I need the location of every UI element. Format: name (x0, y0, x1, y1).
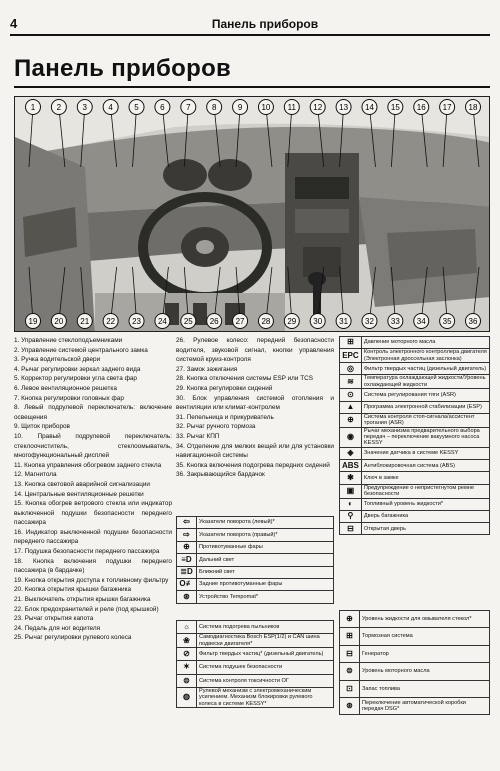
callout-bottom-label: 33 (390, 317, 400, 326)
indicator-icon: ⊛ (340, 697, 360, 714)
callout-top-label: 7 (186, 103, 191, 112)
indicator-label: Система контроля токсичности ОГ (197, 674, 334, 687)
callout-top-label: 6 (160, 103, 165, 112)
indicator-row (177, 661, 334, 674)
indicator-icon: ⊜ (340, 663, 360, 680)
indicator-label: Программа электронной стабилизации (ESP) (361, 401, 489, 413)
legend-item: 2. Управление системой центрального замка (14, 346, 148, 354)
indicator-icon: ⊜ (177, 674, 197, 687)
title-rule (14, 86, 490, 88)
indicator-label: Открытая дверь (361, 523, 489, 535)
callout-top-label: 17 (442, 103, 452, 112)
indicator-table-right (339, 336, 490, 535)
indicator-label: Устройство Tempomat* (197, 591, 334, 603)
page-title: Панель приборов (14, 55, 232, 82)
indicator-row (340, 363, 490, 375)
indicator-row (340, 472, 490, 484)
indicator-row (177, 566, 334, 578)
indicator-row (177, 688, 334, 708)
legend-item: 21. Выключатель открытия крышки багажника (14, 596, 151, 604)
legend-item: 8. Левый подрулевой переключатель: включение освещения (14, 404, 172, 421)
legend-item: 28. Кнопка отключения системы ESP или TCS (176, 375, 314, 383)
legend-item: 12. Магнитола (14, 471, 57, 479)
callout-bottom-label: 29 (287, 317, 297, 326)
callout-bottom-label: 31 (339, 317, 349, 326)
indicator-label: Указатели поворота (правый)* (197, 529, 334, 541)
callout-bottom-label: 34 (416, 317, 426, 326)
indicator-icon: ⊡ (340, 680, 360, 697)
indicator-row (340, 663, 490, 680)
legend-item: 16. Индикатор выключенной подушки безопасности переднего пассажира (14, 528, 172, 546)
legend-item: 14. Центральные вентиляционные решетки (14, 490, 144, 498)
indicator-icon: ☼ (177, 621, 197, 634)
indicator-row (340, 375, 490, 389)
callout-bottom-label: 22 (106, 317, 116, 326)
callout-top-label: 15 (390, 103, 400, 112)
legend-item: 13. Кнопка световой аварийной сигнализации (14, 480, 151, 488)
indicator-icon: ▣ (340, 484, 362, 498)
legend-item: 3. Ручка водительской двери (14, 356, 101, 364)
indicator-label: Фильтр твердых частиц* (дизельный двигатель) (197, 648, 334, 661)
callout-bottom-label: 27 (235, 317, 245, 326)
callout-bottom-label: 20 (54, 317, 64, 326)
callout-top-label: 2 (56, 103, 62, 112)
callout-top-label: 1 (30, 103, 36, 112)
page-number: 4 (10, 16, 18, 31)
indicator-row (340, 401, 490, 413)
legend-item: 32. Рычаг ручного тормоза (176, 423, 256, 431)
legend-item: 34. Отделение для мелких вещей или для установки навигационной системы (176, 442, 334, 460)
callout-bottom-label: 32 (365, 317, 374, 326)
indicator-row (340, 510, 490, 522)
legend-item: 26. Рулевое колесо: передний безопасности водителя, звуковой сигнал, кнопки управления системой круиз-контроля (176, 337, 334, 364)
indicator-label: Дверь багажника (361, 510, 489, 522)
indicator-row (340, 645, 490, 662)
callout-top-label: 12 (313, 103, 323, 112)
legend-item: 27. Замок зажигания (176, 365, 238, 373)
indicator-table-right-lower (339, 610, 490, 715)
indicator-label: Давление моторного масла (361, 337, 489, 349)
indicator-row (340, 680, 490, 697)
legend-item: 19. Кнопка открытия доступа к топливному фильтру (14, 576, 169, 584)
callout-bottom-label: 30 (313, 317, 323, 326)
callout-top-label: 3 (82, 103, 87, 112)
indicator-label: Уровень жидкости для омывателя стекол* (360, 611, 490, 628)
indicator-label: Тормозная система (360, 628, 490, 645)
indicator-row (340, 697, 490, 714)
indicator-row (340, 447, 490, 459)
callout-bottom-label: 26 (209, 317, 219, 326)
indicator-row (177, 529, 334, 541)
indicator-label: Рычаг механизма предварительного выбора передач – переключение вакуумного насоса KESSY (361, 427, 489, 447)
callout-top-label: 8 (211, 103, 217, 112)
indicator-label: Рулевой механизм с электромеханическим усилением. Механизм блокировки рулевого колеса в системе KESSY* (197, 688, 334, 708)
page-header (10, 14, 490, 36)
indicator-row (177, 578, 334, 590)
indicator-icon: ⊟ (340, 523, 362, 535)
indicator-row (177, 541, 334, 553)
indicator-icon: O≢ (177, 578, 197, 590)
indicator-label: Противотуманные фары (197, 541, 334, 553)
callout-top-label: 4 (108, 103, 113, 112)
indicator-icon: ≡D (177, 554, 197, 566)
legend-item: 25. Рычаг регулировки рулевого колеса (14, 634, 132, 642)
indicator-row (177, 648, 334, 661)
callout-top-label: 9 (237, 103, 243, 112)
indicator-row (177, 554, 334, 566)
indicator-label: Фильтр твердых частиц (дизельный двигатель) (361, 363, 489, 375)
indicator-label: Генератор (360, 645, 490, 662)
legend-item: 5. Корректор регулировки угла света фар (14, 375, 137, 383)
indicator-icon: ◎ (340, 363, 362, 375)
callout-top-label: 10 (261, 103, 271, 112)
indicator-row (177, 591, 334, 603)
legend-item: 30. Блок управления системой отопления и вентиляции или климат-контролем (176, 394, 334, 412)
indicator-icon: ⇨ (177, 529, 197, 541)
callout-bottom-label: 21 (80, 317, 90, 326)
indicator-icon: ABS (340, 460, 362, 472)
legend-item: 18. Кнопка включения подушки переднего пассажира (в бардачке) (14, 557, 172, 575)
indicator-label: Переключение автоматической коробки передач DSG* (360, 697, 490, 714)
legend-item: 22. Блок предохранителей и реле (под крышкой) (14, 605, 159, 613)
legend-item: 11. Кнопка управления обогревом заднего стекла (14, 461, 162, 469)
callout-top-label: 5 (134, 103, 139, 112)
dashboard-drawing (15, 97, 490, 332)
callout-bottom-label: 28 (261, 317, 271, 326)
dashboard-figure (14, 96, 490, 332)
legend-item: 29. Кнопка регулировки сидений (176, 384, 273, 392)
running-title: Панель приборов (211, 17, 319, 31)
callout-top-label: 16 (416, 103, 426, 112)
legend-item: 33. Рычаг КПП (176, 432, 220, 440)
legend-item: 17. Подушка безопасности переднего пассажира (14, 548, 160, 556)
indicator-row (340, 498, 490, 510)
callout-bottom-label: 35 (442, 317, 452, 326)
indicator-icon: ⇦ (177, 517, 197, 529)
callout-bottom-label: 24 (157, 317, 167, 326)
indicator-icon: ⊞ (340, 628, 360, 645)
callout-top-label: 13 (339, 103, 349, 112)
indicator-label: Задние противотуманные фары (197, 578, 334, 590)
indicator-label: Значение датчика в системе KESSY (361, 447, 489, 459)
indicator-icon: ◈ (340, 447, 362, 459)
indicator-icon: ◉ (340, 427, 362, 447)
indicator-row (340, 413, 490, 427)
indicator-row (340, 628, 490, 645)
indicator-label: Запас топлива (360, 680, 490, 697)
indicator-icon: ≋ (340, 375, 362, 389)
indicator-table-middle-lower (176, 620, 334, 708)
indicator-label: Предупреждение о непристегнутом ремне безопасности (361, 484, 489, 498)
legend-item: 7. Кнопка регулировки головных фар (14, 394, 124, 402)
callout-bottom-label: 25 (183, 317, 193, 326)
indicator-row (177, 674, 334, 687)
indicator-label: Топливный уровень жидкости* (361, 498, 489, 510)
legend-item: 24. Педаль для ног водителя (14, 624, 101, 632)
callout-top-label: 11 (287, 103, 296, 112)
indicator-icon: ⚲ (340, 510, 362, 522)
indicator-icon: ⊙ (340, 389, 362, 401)
legend-item: 31. Пепельница и прикуриватель (176, 413, 274, 421)
indicator-icon: ⊛ (177, 591, 197, 603)
indicator-label: Температура охлаждающей жидкости/Уровень охлаждающей жидкости (361, 375, 489, 389)
indicator-label: Система подогрева пыльников (197, 621, 334, 634)
legend-list-left (14, 336, 172, 643)
indicator-table-middle (176, 516, 334, 604)
indicator-row (177, 621, 334, 634)
indicator-label: Контроль электронного контроллера двигателя (Электронная дроссельная заслонка) (361, 349, 489, 363)
legend-item: 36. Закрывающийся бардачок (176, 471, 265, 479)
indicator-icon: ⊕ (340, 611, 360, 628)
indicator-label: Система подушек безопасности (197, 661, 334, 674)
legend-list-middle (176, 336, 334, 480)
indicator-icon: ⊘ (177, 648, 197, 661)
indicator-icon: ✶ (177, 661, 197, 674)
indicator-label: Система контроля стоп-сигнала/ассистент трогания (ASR) (361, 413, 489, 427)
indicator-row (340, 337, 490, 349)
indicator-row (340, 460, 490, 472)
indicator-icon: ✱ (340, 472, 362, 484)
indicator-row (177, 517, 334, 529)
indicator-row (340, 484, 490, 498)
indicator-icon: ❀ (177, 634, 197, 648)
legend-item: 35. Кнопка включения подогрева передних сидений (176, 461, 330, 469)
callout-bottom-label: 36 (468, 317, 478, 326)
indicator-icon: ◐ (340, 498, 362, 510)
callout-bottom-label: 19 (28, 317, 38, 326)
indicator-row (340, 611, 490, 628)
callout-top-label: 18 (468, 103, 478, 112)
indicator-label: Ближний свет (197, 566, 334, 578)
legend-item: 1. Управление стеклоподъемниками (14, 337, 123, 344)
indicator-label: Самодиагностика Bosch ESP(1/2) и CAN шина подвески двигателя* (197, 634, 334, 648)
indicator-label: Уровень моторного масла (360, 663, 490, 680)
indicator-label: Ключ в замке (361, 472, 489, 484)
legend-item: 20. Кнопка открытия крышки багажника (14, 586, 132, 594)
indicator-label: Антиблокировочная система (ABS) (361, 460, 489, 472)
indicator-icon: ◍ (177, 688, 197, 708)
legend-item: 23. Рычаг открытия капота (14, 615, 94, 623)
indicator-row (340, 427, 490, 447)
indicator-row (340, 349, 490, 363)
indicator-icon: EPC (340, 349, 362, 363)
indicator-icon: ⊞ (340, 337, 362, 349)
legend-item: 10. Правый подрулевой переключатель: стеклоочиститель, стеклоомыватель, многофункциональный дисплей (14, 432, 172, 460)
indicator-row (177, 634, 334, 648)
indicator-label: Дальний свет (197, 554, 334, 566)
legend-item: 9. Щиток приборов (14, 423, 70, 431)
indicator-icon: ≣D (177, 566, 197, 578)
indicator-icon: ⊕ (340, 413, 362, 427)
indicator-label: Система регулирования тяги (ASR) (361, 389, 489, 401)
callout-bottom-label: 23 (132, 317, 141, 326)
indicator-row (340, 523, 490, 535)
indicator-icon: ⊟ (340, 645, 360, 662)
indicator-row (340, 389, 490, 401)
indicator-icon: ⊕ (177, 541, 197, 553)
legend-item: 6. Левое вентиляционное решетка (14, 384, 117, 392)
indicator-label: Указатели поворота (левый)* (197, 517, 334, 529)
callout-top-label: 14 (365, 103, 374, 112)
indicator-icon: ▲ (340, 401, 362, 413)
legend-item: 4. Рычаг регулировки зеркал заднего вида (14, 365, 141, 373)
legend-item: 15. Кнопка обогрев ветрового стекла или индикатор выключенной подушки безопасности переднего пассажира (14, 500, 172, 527)
